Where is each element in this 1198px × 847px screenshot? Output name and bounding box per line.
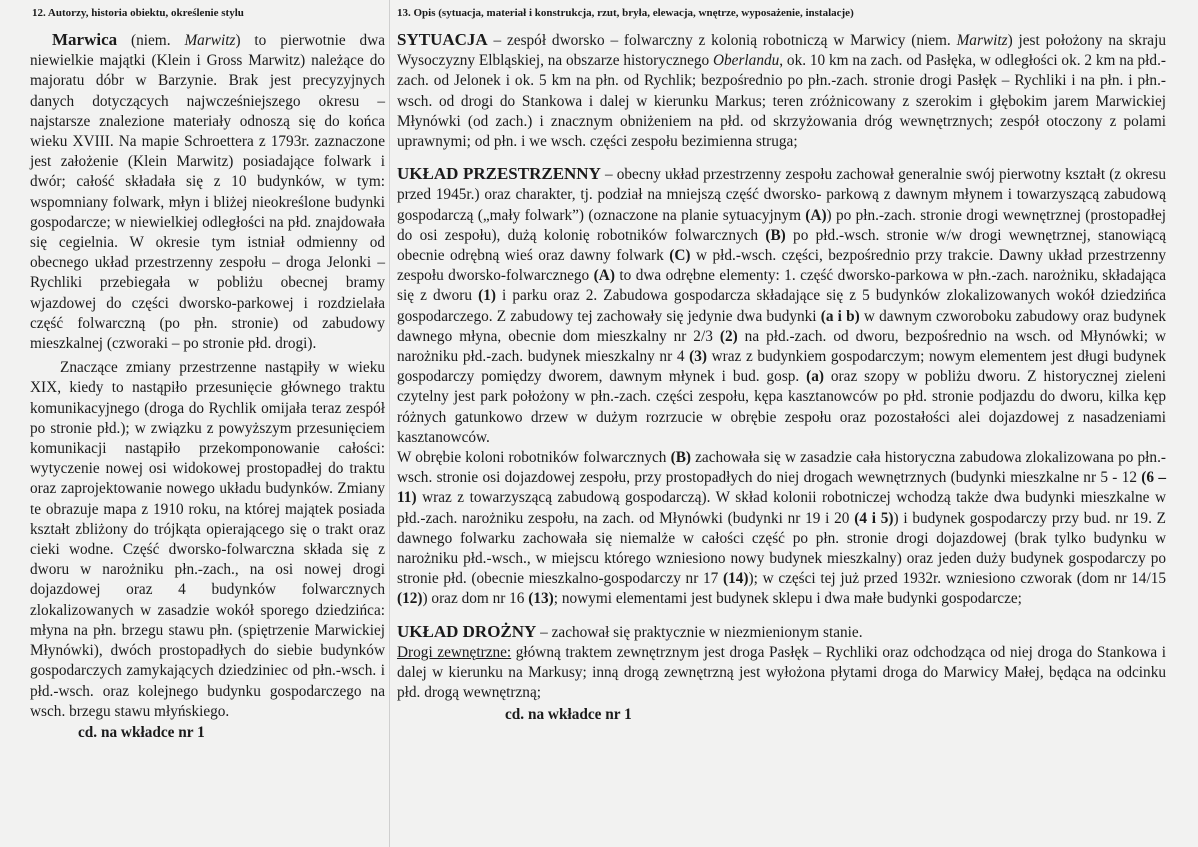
column-divider (389, 0, 390, 847)
history-paragraph-2: Znaczące zmiany przestrzenne nastąpiły w wieku XIX, kiedy to nastąpiło przesunięcie głównego traktu komunikacyjnego (droga do Rychlik omijała teraz zespół po stronie płd.); w związku z powyższym przesunięciem komunikacji nastąpiło przekomponowanie całości: wytyczenie nowej osi widokowej prostopadłej do traktu oraz zaprojektowanie nowego układu budynków. Zmiany te obrazuje mapa z 1910 roku, na której majątek posiada kształt zbliżony do trójkąta opierającego się o trakt oraz cieki wodne. Część dworsko-folwarczna składa się z dworu w narożniku płn.-zach., na osi nowej drogi dojazdowej oraz 4 budynków folwarcznych zlokalizowanych w zasadzie wokół sporego dziedzińca: młyna na płn. brzegu stawu płn. (spiętrzenie Marwickiej Młynówki), dwóch prostopadłych do siebie budynków gospodarczych zamykających dziedziniec od płn.-wsch. i płd.-wsch. oraz kolejnego budynku gospodarczego na wsch. brzegu stawu młyńskiego. (30, 359, 385, 720)
section-kolonia: W obrębie koloni robotników folwarcznych (B) zachowała się w zasadzie cała historyczna zabudowa zlokalizowana po płn.-wsch. stronie osi dojazdowej zespołu, przy prostopadłych do niej drogach wewnętrznych (budynki mieszkalne nr 5 - 12 (6 – 11) wraz z towarzyszącą zabudową gospodarczą). W skład kolonii robotniczej wchodzą także dwa budynki mieszkalne w płd.-zach. narożniku zespołu, na zach. od Młynówki (budynki nr 19 i 20 (4 i 5)) i budynek gospodarczy przy bud. nr 19. Z dawnego folwarku zachowała się niemalże w całości część po płn. stronie drogi dojazdowej (brak tylko budynku w narożniku płd.-wsch., w miejscu którego wzniesiono nowy budynek mieszkalny) oraz jeden duży budynek gospodarczy po stronie płd. (obecnie mieszkalno-gospodarczy nr 17 (14)); w części tej już przed 1932r. wzniesiono czworak (dom nr 14/15 (12)) oraz dom nr 16 (13); nowymi elementami jest budynek sklepu i dwa małe budynki gospodarcze; (397, 449, 1167, 608)
section-uklad-przestrzenny: UKŁAD PRZESTRZENNY – obecny układ przestrzenny zespołu zachował generalnie swój pierwotny kształt (z okresu przed 1945r.) oraz charakter, tj. podział na mniejszą część dworsko- parkową z dawnym młynem i towarzyszącą zabudową gospodarczą („mały folwark”) (oznaczone na planie sytuacyjnym (A)) po płn.-zach. stronie drogi wewnętrznej (prostopadłej do osi zespołu), dużą kolonię robotników folwarcznych (B) po płd.-wsch. stronie w/w drogi wewnętrznej, stanowiącą obecnie odrębną wieś oraz dawny folwark (C) w płd.-wsch. części, bezpośrednio przy trakcie. Dawny układ przestrzenny zespołu dworsko-folwarcznego (A) to dwa odrębne elementy: 1. część dworsko-parkowa w płn.-zach. narożniku, składająca się z dworu (1) i parku oraz 2. Zabudowa gospodarcza składające się z 5 budynków zlokalizowanych wokół dziedzińca gospodarczego. Z zabudowy tej zachowały się jedynie dwa budynki (a i b) w dawnym czworoboku zabudowy oraz budynek dawnego młyna, obecnie dom mieszkalny nr 2/3 (2) na płd.-zach. od dworu, bezpośrednio na wsch. od Młynówki; w narożniku płd.-zach. budynek mieszkalny nr 4 (3) wraz z budynkiem gospodarczym; nowym elementem jest długi budynek gospodarczy pomiędzy dworem, dawnym młynek i bud. gosp. (a) oraz szopy w pobliżu dworu. Z historycznej zieleni czytelny jest park położony w płn.-zach. części zespołu, kępa kasztanowców po płd. stronie podjazdu do dworu, kilka kęp różnych gatunkowo drzew w dużym rozrzucie w obrębie zespołu oraz pozostałości alei dojazdowej z nasadzeniami kasztanowców. (397, 164, 1167, 446)
place-name: Marwica (52, 30, 118, 49)
history-paragraph-1: Marwica (niem. Marwitz) to pierwotnie dwa niewielkie majątki (Klein i Gross Marwitz) należące do majoratu dóbr w Barzynie. Brak jest precyzyjnych danych dotyczących najwcześniejszego okresu – najstarsze znalezione materiały odnoszą się do końca wieku XVIII. Na mapie Schroettera z 1793r. zaznaczone jest założenie (Klein Marwitz) posiadające folwark i dwór; całość składała się z 10 budynków, w tym: wspomniany folwark, młyn i bliżej nieokreślone budynki gospodarcze; w niewielkiej odległości na płd. znajdowała się cegielnia. W okresie tym istniał odmienny od obecnego układ przestrzenny zespołu – droga Jelonki – Rychliki przebiegała w pobliżu obecnej bramy wjazdowej do części dworsko-parkowej i rozdzielała część folwarczną (po płn. stronie) od zabudowy mieszkalnej (czworaki – po stronie płd. drogi). (30, 30, 385, 353)
section-drogi-zewnetrzne: Drogi zewnętrzne: główną traktem zewnętrznym jest droga Pasłęk – Rychliki oraz odchodząca od niej droga do Stankowa i dalej w kierunku na Markusy; inną drogą zewnętrzną jest wyłożona płytami droga do Marwicy Małej, będąca na odcinku płd. drogą wewnętrzną; (397, 643, 1166, 702)
section-heading-uklad-przestrzenny: UKŁAD PRZESTRZENNY (397, 164, 601, 184)
right-column-header: 13. Opis (sytuacja, materiał i konstrukcja, rzut, bryła, elewacja, wnętrze, wyposażenie, instalacje) (397, 7, 854, 19)
section-heading-uklad-drozny: UKŁAD DROŻNY (397, 621, 537, 641)
section-uklad-drozny: UKŁAD DROŻNY – zachował się praktycznie w niezmienionym stanie. (397, 621, 863, 641)
continuation-note-left: cd. na wkładce nr 1 (78, 723, 205, 741)
drogi-zewnetrzne-label: Drogi zewnętrzne: (397, 643, 512, 661)
section-heading-sytuacja: SYTUACJA (397, 30, 488, 49)
section-sytuacja: SYTUACJA – zespół dworsko – folwarczny z kolonią robotniczą w Marwicy (niem. Marwitz) jest położony na skraju Wysoczyzny Elbląskiej, na obszarze historycznego Oberlandu, ok. 10 km na zach. od Pasłęka, w odległości ok. 2 km na płd.-zach. od Jelonek i ok. 5 km na płn. od Rychlik; bezpośrednio po płn.-zach. stronie drogi Pasłęk – Rychliki i na płn. i płn.-wsch. od drogi do Stankowa i dalej w kierunku Markus; teren zróżnicowany z szerokim i głębokim jarem Marwickiej Młynówki (od zach.) i znacznym obniżeniem na płd. od skrzyżowania dróg wewnętrznych; zespół otoczony z polami uprawnymi; od płn. i we wsch. części zespołu bezimienna struga; (397, 30, 1166, 151)
history-column (30, 30, 385, 743)
description-column (397, 30, 1166, 725)
continuation-note-right: cd. na wkładce nr 1 (505, 705, 632, 723)
left-column-header: 12. Autorzy, historia obiektu, określenie stylu (32, 7, 244, 19)
